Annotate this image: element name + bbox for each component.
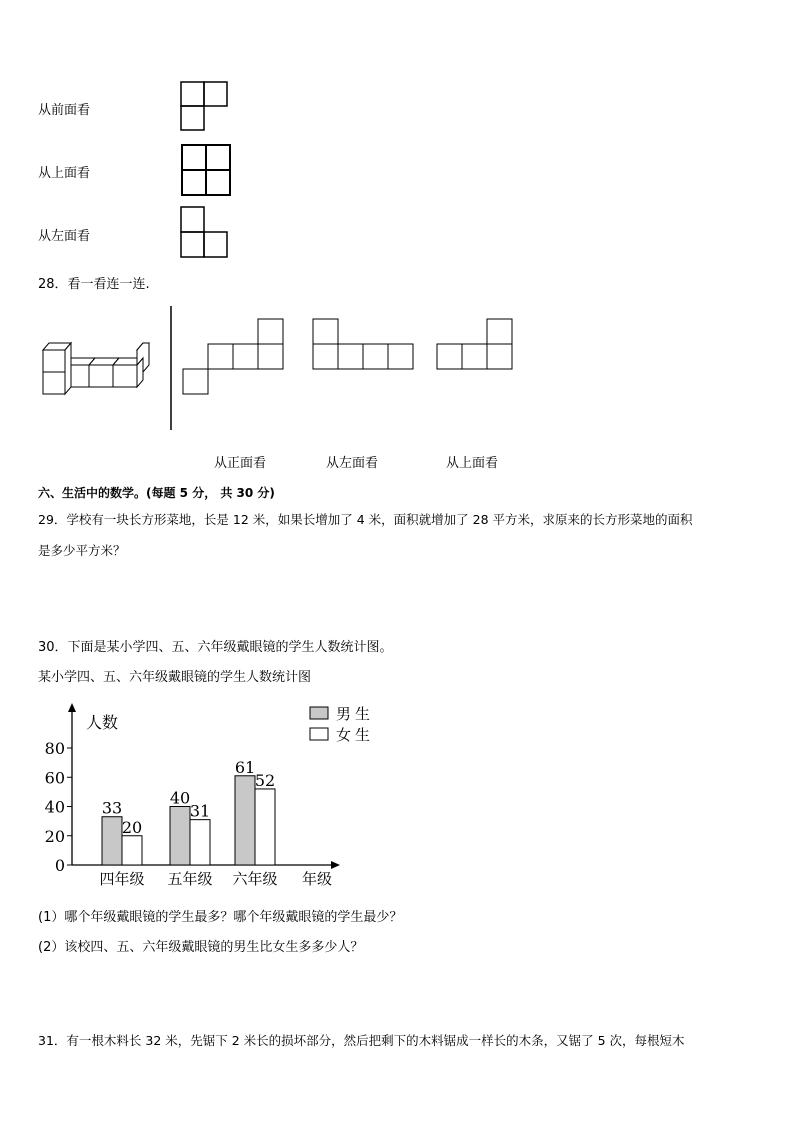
left-view-option: 从左面看 [326,456,379,471]
q31-text-line1: 31．有一根木料长 32 米，先锯下 2 米长的损坏部分，然后把剩下的木料锯成一样长的木条，又锯了 5 次，每根短木 [38,1033,685,1048]
front-view-figure [178,79,232,135]
q30-intro: 30．下面是某小学四、五、六年级戴眼镜的学生人数统计图。 [38,640,393,655]
q30-sub-question-2: (2）该校四、五、六年级戴眼镜的男生比女生多多少人？ [38,940,364,955]
x-category-label: 四年级 [99,870,145,888]
x-axis-label: 年级 [302,870,333,888]
y-tick-label: 0 [54,856,65,875]
q29-text-line2: 是多少平方米？ [38,543,126,558]
y-tick-label: 80 [44,739,65,758]
bar-girls-4 [122,836,142,865]
bar-value-label: 31 [189,801,211,821]
front-view-option: 从正面看 [214,456,267,471]
top-view-figure [178,141,234,199]
y-tick-label: 40 [44,797,65,817]
section-6-heading: 六、生活中的数学。(每题 5 分， 共 30 分) [38,486,275,500]
q30-sub-question-1: (1）哪个年级戴眼镜的学生最多？哪个年级戴眼镜的学生最少？ [38,910,403,925]
bar-boys-5 [170,807,190,866]
bar-value-label: 61 [234,757,256,777]
left-view-figure [178,204,232,260]
view-shape-a [180,316,286,398]
divider-line [168,306,174,430]
front-view-label: 从前面看 [38,103,91,118]
bar-value-label: 52 [254,770,276,790]
legend-label-boys: 男生 [336,705,375,723]
y-tick-label: 60 [44,768,65,788]
legend-swatch-girls [310,728,328,740]
x-category-label: 六年级 [232,870,278,888]
bar-value-label: 20 [121,817,143,837]
view-shape-c [434,316,516,374]
top-view-option: 从上面看 [446,456,499,471]
q29-text-line1: 29．学校有一块长方形菜地，长是 12 米，如果长增加了 4 米，面积就增加了 28 平方米，求原来的长方形菜地的面积 [38,512,693,527]
view-shape-b [310,316,416,374]
bar-value-label: 33 [101,798,123,818]
top-view-label: 从上面看 [38,166,91,181]
y-axis-label: 人数 [86,713,119,732]
x-category-label: 五年级 [167,870,213,888]
bar-girls-6 [255,789,275,865]
bar-chart [30,698,390,894]
q28-title: 28．看一看连一连. [38,277,150,292]
legend-swatch-boys [310,707,328,719]
q30-chart-title: 某小学四、五、六年级戴眼镜的学生人数统计图 [38,670,312,685]
legend-label-girls: 女生 [336,726,375,744]
left-view-label: 从左面看 [38,229,91,244]
bar-girls-5 [190,820,210,865]
y-tick-label: 20 [44,826,65,846]
y-axis-arrow [68,703,76,712]
cube-stack-figure [40,340,154,398]
bar-boys-4 [102,817,122,865]
bar-boys-6 [235,776,255,865]
x-axis-arrow [331,861,340,869]
bar-value-label: 40 [169,788,191,808]
